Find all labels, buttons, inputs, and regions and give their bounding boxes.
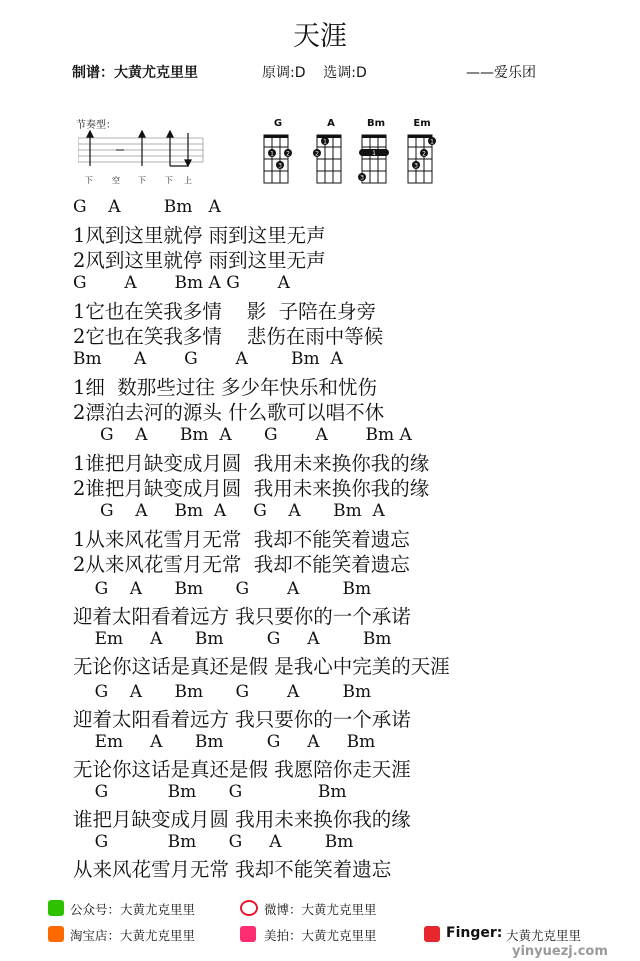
svg-text:3: 3 xyxy=(278,162,282,170)
chord-diagram-bm xyxy=(356,118,396,191)
stroke-label-4: 下 xyxy=(165,176,173,185)
weibo-icon xyxy=(240,900,258,916)
taobao-icon xyxy=(48,926,64,942)
meipai-icon xyxy=(240,926,256,942)
chord-line: Em A Bm G A Bm xyxy=(73,732,376,752)
meipai-account: 美拍：大黄尤克里里 xyxy=(264,928,377,943)
lyric-line: 1细 数那些过往 多少年快乐和忧伤 xyxy=(73,376,378,399)
stroke-label-5: 上 xyxy=(184,176,192,185)
chord-name: A xyxy=(327,118,335,129)
key-info: 原调:D 选调:D xyxy=(262,65,367,81)
wechat-icon xyxy=(48,900,64,916)
chord-name: Bm xyxy=(366,118,386,129)
song-title: 天涯 xyxy=(293,21,347,52)
finger-icon xyxy=(424,926,440,942)
lyric-line: 1它也在笑我多情 影 子陪在身旁 xyxy=(73,300,377,323)
weibo-account: 微博：大黄尤克里里 xyxy=(264,902,377,917)
chord-line: G A Bm G A Bm xyxy=(73,579,372,599)
svg-text:1: 1 xyxy=(323,138,327,146)
stroke-label-1: 下 xyxy=(85,176,93,185)
watermark: yinyuezj.com xyxy=(512,944,608,959)
svg-text:2: 2 xyxy=(422,150,426,158)
lyric-line: 1从来风花雪月无常 我却不能笑着遗忘 xyxy=(73,528,410,551)
stroke-label-3: 下 xyxy=(138,176,146,185)
chord-line: G A Bm A G A Bm A xyxy=(73,501,385,521)
lyric-line: 无论你这话是真还是假 是我心中完美的天涯 xyxy=(73,655,450,678)
svg-text:1: 1 xyxy=(372,150,376,157)
lyric-line: 2它也在笑我多情 悲伤在雨中等候 xyxy=(73,325,384,348)
chord-line: G A Bm A xyxy=(73,197,221,217)
chord-line: G A Bm A G A Bm A xyxy=(73,425,412,445)
lyric-line: 2漂泊去河的源头 什么歌可以唱不休 xyxy=(73,401,385,424)
credit-text: ——爱乐团 xyxy=(466,65,536,81)
svg-text:1: 1 xyxy=(430,138,434,146)
lyric-line: 2从来风花雪月无常 我却不能笑着遗忘 xyxy=(73,553,410,576)
chord-line: G A Bm A G A xyxy=(73,273,290,293)
arranger-text: 制谱：大黄尤克里里 xyxy=(72,65,198,81)
lyric-line: 无论你这话是真还是假 我愿陪你走天涯 xyxy=(73,758,411,781)
lyric-line: 1谁把月缺变成月圆 我用未来换你我的缘 xyxy=(73,452,430,475)
chord-line: Bm A G A Bm A xyxy=(73,349,343,369)
chord-line: G Bm G Bm xyxy=(73,782,347,802)
svg-text:3: 3 xyxy=(414,162,418,170)
taobao-shop: 淘宝店：大黄尤克里里 xyxy=(70,928,196,943)
lyric-line: 2谁把月缺变成月圆 我用未来换你我的缘 xyxy=(73,477,430,500)
chord-diagram-em xyxy=(402,118,442,191)
lyric-line: 2风到这里就停 雨到这里无声 xyxy=(73,249,326,272)
chord-line: G Bm G A Bm xyxy=(73,832,354,852)
chord-diagram-g xyxy=(258,118,298,191)
lyric-line: 从来风花雪月无常 我却不能笑着遗忘 xyxy=(73,858,392,881)
lyric-line: 迎着太阳看着远方 我只要你的一个承诺 xyxy=(73,708,411,731)
stroke-label-2: 空 xyxy=(112,176,120,185)
lyric-line: 1风到这里就停 雨到这里无声 xyxy=(73,224,326,247)
svg-text:2: 2 xyxy=(286,150,290,158)
chord-name: Em xyxy=(413,118,431,129)
chord-diagram-a xyxy=(311,118,351,191)
chord-line: Em A Bm G A Bm xyxy=(73,629,392,649)
svg-text:2: 2 xyxy=(315,150,319,158)
lyric-line: 谁把月缺变成月圆 我用未来换你我的缘 xyxy=(73,808,411,831)
finger-account: 大黄尤克里里 xyxy=(506,928,582,943)
wechat-account: 公众号：大黄尤克里里 xyxy=(70,902,196,917)
chord-name: G xyxy=(273,118,283,129)
lyric-line: 迎着太阳看着远方 我只要你的一个承诺 xyxy=(73,605,411,628)
svg-text:3: 3 xyxy=(360,174,364,182)
rhythm-label: 节奏型： xyxy=(76,120,116,131)
svg-text:1: 1 xyxy=(270,150,274,158)
chord-line: G A Bm G A Bm xyxy=(73,682,372,702)
finger-label: Finger: xyxy=(446,925,503,941)
